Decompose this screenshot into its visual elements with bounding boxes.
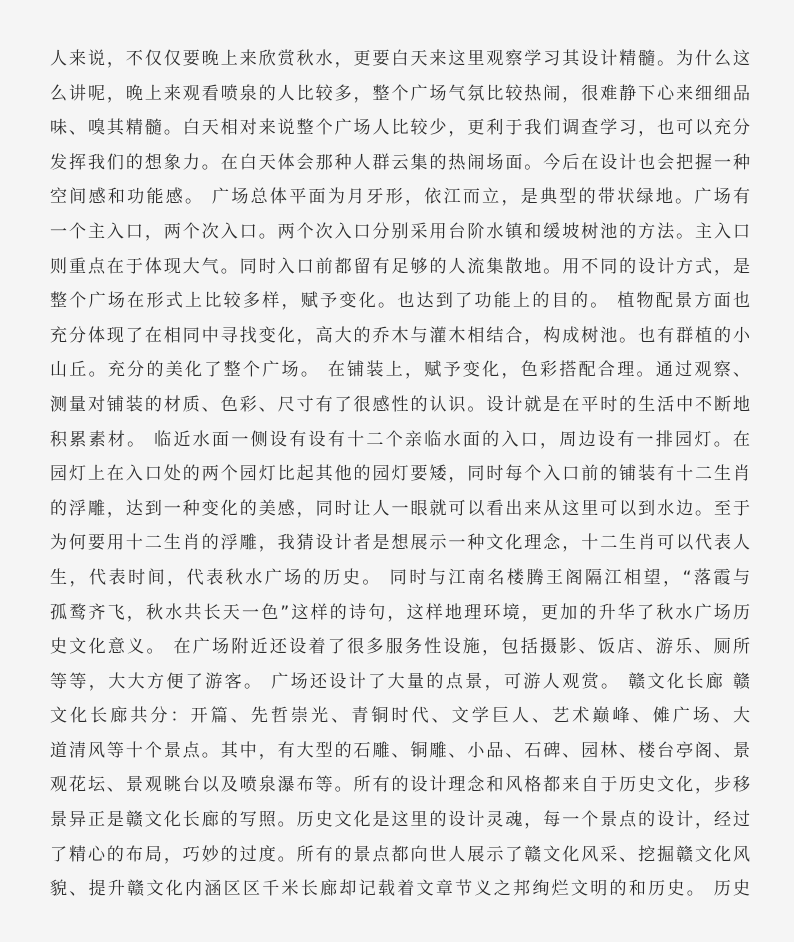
text-line: 山丘。充分的美化了整个广场。 在铺装上，赋予变化，色彩搭配合理。通过观察、 [50,360,750,381]
text-line: 则重点在于体现大气。同时入口前都留有足够的人流集散地。用不同的设计方式，是 [50,256,750,277]
text-line: 观花坛、景观眺台以及喷泉瀑布等。所有的设计理念和风格都来自于历史文化，步移 [50,775,750,796]
text-line: 测量对铺装的材质、色彩、尺寸有了很感性的认识。设计就是在平时的生活中不断地 [50,394,750,415]
text-line: 道清风等十个景点。其中，有大型的石雕、铜雕、小品、石碑、园林、楼台亭阁、景 [50,740,750,761]
body-text [50,42,750,907]
text-line: 充分体现了在相同中寻找变化，高大的乔木与灌木相结合，构成树池。也有群植的小 [50,325,750,346]
text-line: 了精心的布局，巧妙的过度。所有的景点都向世人展示了赣文化风采、挖掘赣文化风 [50,844,750,865]
text-line: 等等，大大方便了游客。 广场还设计了大量的点景，可游人观赏。 赣文化长廊 赣 [50,671,750,692]
text-line: 景异正是赣文化长廊的写照。历史文化是这里的设计灵魂，每一个景点的设计，经过 [50,810,750,831]
text-line: 史文化意义。 在广场附近还设着了很多服务性设施，包括摄影、饭店、游乐、厕所 [50,637,750,658]
text-line: 的浮雕，达到一种变化的美感，同时让人一眼就可以看出来从这里可以到水边。至于 [50,498,750,519]
text-line: 为何要用十二生肖的浮雕，我猜设计者是想展示一种文化理念，十二生肖可以代表人 [50,533,750,554]
text-line: 发挥我们的想象力。在白天体会那种人群云集的热闹场面。今后在设计也会把握一种 [50,152,750,173]
text-line: 空间感和功能感。 广场总体平面为月牙形，依江而立，是典型的带状绿地。广场有 [50,187,750,208]
text-line: 一个主入口，两个次入口。两个次入口分别采用台阶水镇和缓坡树池的方法。主入口 [50,221,750,242]
text-line: 整个广场在形式上比较多样，赋予变化。也达到了功能上的目的。 植物配景方面也 [50,291,750,312]
text-line: 积累素材。 临近水面一侧设有设有十二个亲临水面的入口，周边设有一排园灯。在 [50,429,750,450]
text-line: 生，代表时间，代表秋水广场的历史。 同时与江南名楼腾王阁隔江相望，“落霞与 [50,567,750,588]
text-line: 人来说，不仅仅要晚上来欣赏秋水，更要白天来这里观察学习其设计精髓。为什么这 [50,49,750,69]
text-line: 孤鹜齐飞，秋水共长天一色”这样的诗句，这样地理环境，更加的升华了秋水广场历 [50,602,750,623]
text-line: 文化长廊共分：开篇、先哲崇光、青铜时代、文学巨人、艺术巅峰、傩广场、大 [50,706,750,727]
text-line: 么讲呢，晚上来观看喷泉的人比较多，整个广场气氛比较热闹，很难静下心来细细品 [50,83,750,104]
text-line: 貌、提升赣文化内涵区区千米长廊却记载着文章节义之邦绚烂文明的和历史。 历史 [50,879,750,900]
text-line: 园灯上在入口处的两个园灯比起其他的园灯要矮，同时每个入口前的铺装有十二生肖 [50,464,750,485]
text-line: 味、嗅其精髓。白天相对来说整个广场人比较少，更利于我们调查学习，也可以充分 [50,118,750,139]
